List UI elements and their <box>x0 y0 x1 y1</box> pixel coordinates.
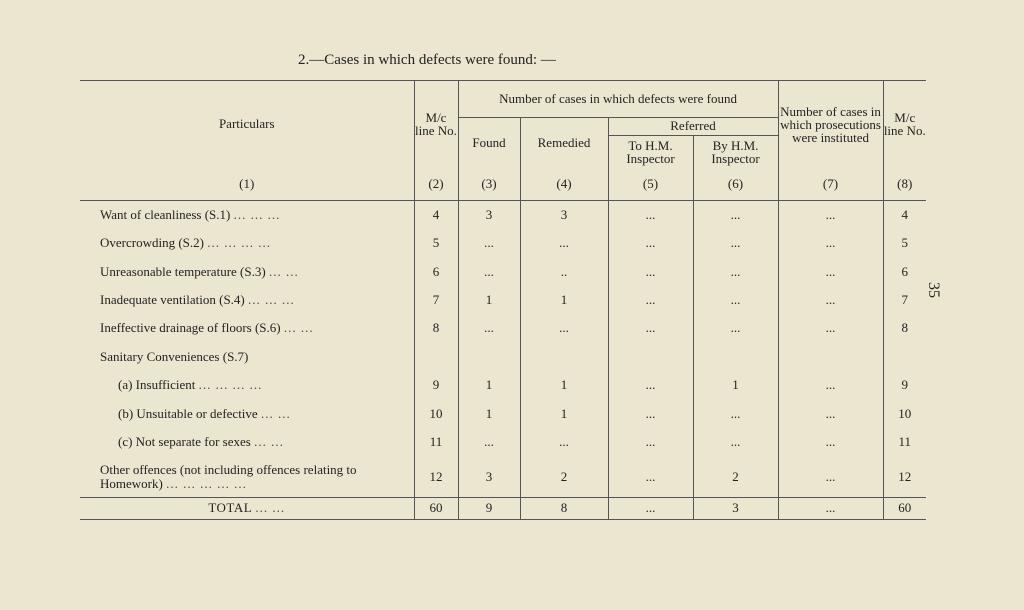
cell-found: 1 <box>458 286 520 314</box>
cell-found: ... <box>458 428 520 456</box>
col-number: (3) <box>458 168 520 201</box>
header-group-found: Number of cases in which defects were found <box>458 81 778 118</box>
cell-found: 1 <box>458 371 520 399</box>
table-row <box>80 229 926 257</box>
cell-remedied: 1 <box>520 371 608 399</box>
cell-found: 9 <box>458 497 520 519</box>
cell-line-2: 8 <box>883 314 926 342</box>
header-to-hm: To H.M. Inspector <box>608 135 693 168</box>
cell-remedied: ... <box>520 314 608 342</box>
cell-prosecutions: ... <box>778 371 883 399</box>
total-label: TOTAL <box>208 500 252 516</box>
cell-line: 4 <box>414 200 458 228</box>
cell-to-hm: ... <box>608 257 693 285</box>
header-particulars: Particulars <box>218 116 275 132</box>
row-label: Want of cleanliness (S.1) <box>100 206 231 222</box>
table-row <box>80 200 926 228</box>
col-number: (6) <box>693 168 778 201</box>
cell-line-2: 10 <box>883 400 926 428</box>
header-mc-line-no-2: M/c line No. <box>883 81 926 168</box>
col-number: (1) <box>239 175 255 191</box>
table-row <box>80 428 926 456</box>
cell-line: 12 <box>414 456 458 497</box>
cell-line: 60 <box>414 497 458 519</box>
cell-remedied: 1 <box>520 286 608 314</box>
col-number: (8) <box>883 168 926 201</box>
cell-to-hm: ... <box>608 371 693 399</box>
table-row <box>80 286 926 314</box>
row-label: (a) Insufficient <box>118 377 196 393</box>
row-label: Overcrowding (S.2) <box>100 235 204 251</box>
table-row <box>80 314 926 342</box>
cell-prosecutions: ... <box>778 400 883 428</box>
cell-by-hm: ... <box>693 200 778 228</box>
cell-to-hm: ... <box>608 456 693 497</box>
page-title: 2.—Cases in which defects were found: — <box>298 52 556 68</box>
cell-by-hm: ... <box>693 257 778 285</box>
row-leader: ... ... ... ... <box>198 377 263 393</box>
row-leader: ... ... <box>268 263 299 279</box>
table-row <box>80 456 926 497</box>
row-label: Unreasonable temperature (S.3) <box>100 263 266 279</box>
row-leader: ... ... ... <box>248 291 295 307</box>
cell-prosecutions: ... <box>778 314 883 342</box>
row-label: Ineffective drainage of floors (S.6) <box>100 320 281 336</box>
cell-to-hm: ... <box>608 314 693 342</box>
cell-line: 10 <box>414 400 458 428</box>
col-number: (2) <box>414 168 458 201</box>
cell-to-hm: ... <box>608 428 693 456</box>
cell-found: ... <box>458 257 520 285</box>
cell-line-2: 6 <box>883 257 926 285</box>
row-leader: ... ... ... ... <box>207 235 271 251</box>
cell-prosecutions: ... <box>778 497 883 519</box>
cell-to-hm: ... <box>608 286 693 314</box>
table-row <box>80 257 926 285</box>
cell-line-2: 7 <box>883 286 926 314</box>
cell-remedied: 1 <box>520 400 608 428</box>
row-leader: ... ... ... <box>233 206 281 222</box>
row-label: (c) Not separate for sexes <box>118 434 251 450</box>
cell-line: 7 <box>414 286 458 314</box>
col-number: (4) <box>520 168 608 201</box>
total-row <box>80 497 926 519</box>
row-label: Inadequate ventilation (S.4) <box>100 291 245 307</box>
cell-to-hm: ... <box>608 497 693 519</box>
cell-found: ... <box>458 314 520 342</box>
cell-found: 3 <box>458 456 520 497</box>
cell-to-hm: ... <box>608 400 693 428</box>
cell-remedied: ... <box>520 428 608 456</box>
header-remedied: Remedied <box>520 117 608 168</box>
cell-line-2: 5 <box>883 229 926 257</box>
cell-by-hm: ... <box>693 229 778 257</box>
sanitary-heading: Sanitary Conveniences (S.7) <box>100 348 249 364</box>
header-mc-line-no: M/c line No. <box>414 81 458 168</box>
row-leader: ... ... <box>283 320 314 336</box>
defects-table <box>80 80 926 520</box>
cell-by-hm: ... <box>693 286 778 314</box>
row-leader: ... ... <box>254 434 284 450</box>
cell-by-hm: ... <box>693 400 778 428</box>
cell-line-2: 11 <box>883 428 926 456</box>
cell-by-hm: ... <box>693 314 778 342</box>
row-leader: ... ... <box>255 500 286 516</box>
row-leader: ... ... ... ... ... <box>166 475 247 491</box>
cell-prosecutions: ... <box>778 456 883 497</box>
cell-by-hm: 3 <box>693 497 778 519</box>
cell-found: ... <box>458 229 520 257</box>
header-by-hm: By H.M. Inspector <box>693 135 778 168</box>
cell-by-hm: ... <box>693 428 778 456</box>
cell-line-2: 12 <box>883 456 926 497</box>
cell-prosecutions: ... <box>778 229 883 257</box>
table-row <box>80 400 926 428</box>
cell-found: 1 <box>458 400 520 428</box>
cell-line: 9 <box>414 371 458 399</box>
cell-line-2: 60 <box>883 497 926 519</box>
header-referred: Referred <box>608 117 778 135</box>
header-prosecutions: Number of cases in which prosecutions were instituted <box>778 81 883 168</box>
cell-prosecutions: ... <box>778 257 883 285</box>
row-label: (b) Unsuitable or defective <box>118 405 258 421</box>
table-row <box>80 371 926 399</box>
cell-by-hm: 1 <box>693 371 778 399</box>
cell-remedied: 8 <box>520 497 608 519</box>
cell-remedied: .. <box>520 257 608 285</box>
cell-by-hm: 2 <box>693 456 778 497</box>
row-label: Other offences (not including offences relating to Homework) <box>100 461 357 491</box>
cell-line: 8 <box>414 314 458 342</box>
cell-to-hm: ... <box>608 200 693 228</box>
cell-remedied: 2 <box>520 456 608 497</box>
cell-prosecutions: ... <box>778 286 883 314</box>
col-number: (5) <box>608 168 693 201</box>
cell-remedied: ... <box>520 229 608 257</box>
cell-line: 11 <box>414 428 458 456</box>
cell-line: 5 <box>414 229 458 257</box>
page-number: 35 <box>925 282 942 298</box>
header-found: Found <box>458 117 520 168</box>
table-row <box>80 343 926 371</box>
cell-prosecutions: ... <box>778 428 883 456</box>
col-number: (7) <box>778 168 883 201</box>
cell-line-2: 4 <box>883 200 926 228</box>
cell-to-hm: ... <box>608 229 693 257</box>
cell-remedied: 3 <box>520 200 608 228</box>
cell-line-2: 9 <box>883 371 926 399</box>
cell-prosecutions: ... <box>778 200 883 228</box>
cell-found: 3 <box>458 200 520 228</box>
row-leader: ... ... <box>260 405 291 421</box>
cell-line: 6 <box>414 257 458 285</box>
